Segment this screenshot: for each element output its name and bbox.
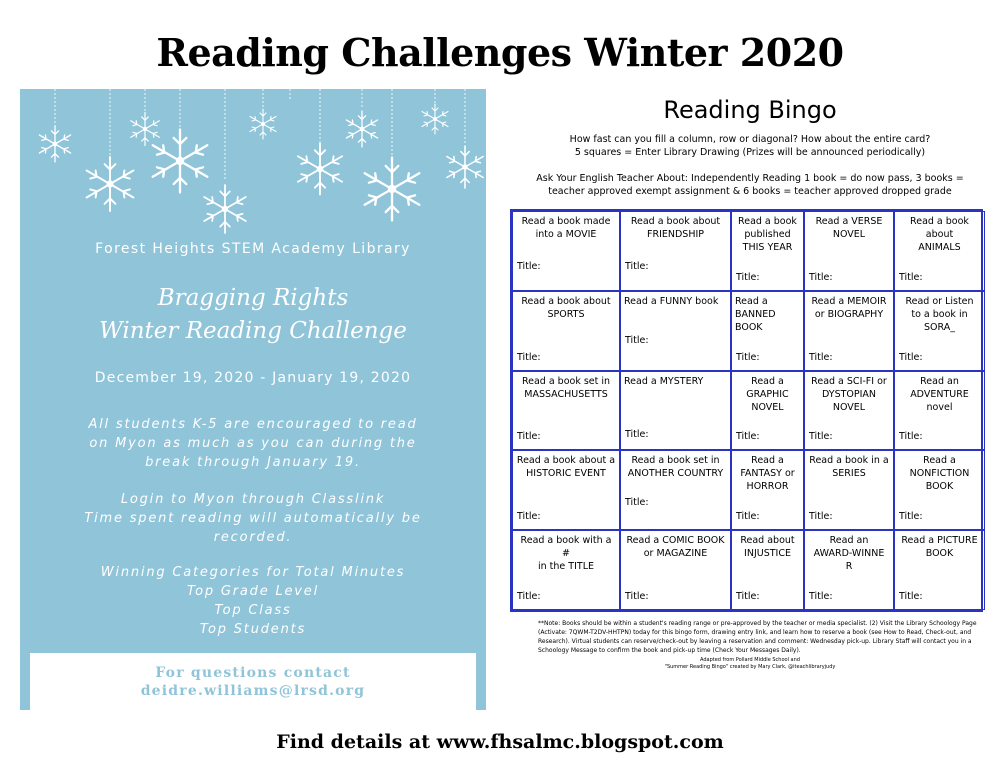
credit-line: Adapted from Pollard Middle School and	[700, 657, 800, 663]
bingo-cell	[894, 530, 985, 610]
bingo-cell	[894, 450, 985, 530]
bingo-cell	[731, 530, 804, 610]
bingo-cell-prompt: Read an AWARD-WINNE R	[813, 535, 885, 573]
bingo-cell	[804, 371, 894, 451]
bingo-cell-title-label: Title:	[899, 591, 923, 602]
bingo-cell	[620, 211, 731, 291]
bingo-cell	[804, 450, 894, 530]
bingo-cell-title-label: Title:	[736, 351, 760, 363]
adapted-credit	[510, 657, 990, 671]
bingo-cell	[804, 211, 894, 291]
bingo-cell	[731, 371, 804, 451]
credit-line: "Summer Reading Bingo" created by Mary Clark, @iteachlibraryjudy	[664, 664, 836, 670]
poster-text-line: Time spent reading will automatically be	[84, 511, 422, 526]
bingo-cell-prompt: Read a FUNNY book	[624, 295, 719, 307]
bingo-cell-prompt: Read a book about SPORTS	[521, 295, 611, 320]
bingo-cell-prompt: Read a PICTURE BOOK	[901, 535, 978, 560]
bingo-cell	[620, 371, 731, 451]
bingo-cell	[620, 530, 731, 610]
bingo-cell	[512, 450, 620, 530]
bingo-cell-title-label: Title:	[809, 271, 833, 283]
bingo-cell-title-label: Title:	[809, 511, 833, 523]
bingo-cell-prompt: Read a book set in MASSACHUSETTS	[521, 375, 611, 400]
bingo-cell	[894, 291, 985, 371]
poster-text-line: Top Students	[199, 622, 307, 637]
bingo-cell-prompt: Read a GRAPHIC NOVEL	[746, 375, 789, 413]
bingo-cell-prompt: Read a book about a HISTORIC EVENT	[516, 455, 616, 480]
bingo-cell-title-label: Title:	[625, 261, 649, 272]
bingo-cell	[731, 450, 804, 530]
bingo-cell-prompt: Read a book with a # in the TITLE	[520, 535, 612, 573]
login-instructions	[50, 490, 456, 547]
bingo-cell-title-label: Title:	[517, 261, 541, 272]
teacher-rewards-line: Ask Your English Teacher About: Independently Reading 1 book = do now pass, 3 books =	[536, 173, 964, 184]
winning-categories	[50, 563, 456, 639]
bingo-cell	[512, 371, 620, 451]
bingo-cell-title-label: Title:	[899, 351, 923, 363]
bingo-cell-title-label: Title:	[736, 511, 760, 523]
challenge-dates: December 19, 2020 - January 19, 2020	[94, 370, 412, 386]
bingo-cell-prompt: Read a SCI-FI or DYSTOPIAN NOVEL	[811, 375, 887, 413]
winter-reading-poster	[20, 89, 486, 710]
bingo-cell-title-label: Title:	[517, 351, 541, 363]
bingo-cell-prompt: Read or Listen to a book in SORA_	[905, 295, 974, 333]
bingo-cell-prompt: Read a book about FRIENDSHIP	[630, 216, 721, 240]
bingo-subtitle-line: How fast can you fill a column, row or diagonal? How about the entire card?	[569, 134, 931, 145]
bingo-cell	[804, 291, 894, 371]
bingo-cell	[512, 211, 620, 291]
myon-instructions	[50, 415, 456, 472]
bingo-grid	[510, 209, 983, 612]
bingo-cell-title-label: Title:	[736, 271, 760, 283]
page-title: Reading Challenges Winter 2020	[156, 30, 844, 75]
bingo-cell-prompt: Read about INJUSTICE	[740, 535, 795, 560]
bingo-note: **Note: Books should be within a student's reading range or pre-approved by the teacher or media specialist. (2) Visit the Library Schoology Page (Activate: 7QWM-T2DV-HHTPN) today for this bingo form, drawing entry link, and learn how to reserve a book (see How to Read, Check-out, and Research). Virtual students can reserve/check-out by leaving a reservation and comment: Wednesday pick-up. Library Staff will contact you in a Schoology Message to confirm the book and pick-up time (Check Your Messages Daily).	[538, 620, 977, 654]
bingo-cell	[894, 211, 985, 291]
heading-line: Winter Reading Challenge	[99, 318, 407, 344]
bingo-cell-title-label: Title:	[517, 591, 541, 602]
bingo-cell-title-label: Title:	[625, 334, 649, 346]
bingo-cell-title-label: Title:	[899, 271, 923, 283]
bingo-cell-prompt: Read a book in a SERIES	[809, 455, 889, 480]
teacher-rewards	[510, 172, 990, 198]
bingo-cell-prompt: Read a book made into a MOVIE	[521, 216, 611, 240]
heading-line: Bragging Rights	[157, 285, 349, 311]
footer-link-text: Find details at www.fhsalmc.blogspot.com	[276, 731, 724, 753]
contact-email[interactable]: deidre.williams@lrsd.org	[140, 683, 366, 699]
bingo-cell	[894, 371, 985, 451]
bingo-cell-title-label: Title:	[899, 431, 923, 443]
bingo-cell-title-label: Title:	[899, 511, 923, 523]
poster-text-line: All students K-5 are encouraged to read	[88, 417, 418, 432]
bingo-cell-title-label: Title:	[809, 351, 833, 363]
poster-text-line: recorded.	[213, 530, 293, 545]
poster-text-line: break through January 19.	[145, 455, 361, 470]
teacher-rewards-line: teacher approved exempt assignment & 6 books = teacher approved dropped grade	[548, 186, 952, 197]
bingo-cell-prompt: Read a book about ANIMALS	[910, 216, 969, 253]
bingo-cell-title-label: Title:	[517, 431, 541, 443]
bingo-cell	[804, 530, 894, 610]
poster-text-line: Winning Categories for Total Minutes	[100, 565, 406, 580]
bingo-cell-title-label: Title:	[625, 497, 649, 509]
bingo-cell-prompt: Read a book published THIS YEAR	[738, 216, 797, 253]
bingo-title: Reading Bingo	[663, 96, 837, 124]
bingo-subtitle-line: 5 squares = Enter Library Drawing (Prizes will be announced periodically)	[574, 147, 926, 158]
poster-text-line: on Myon as much as you can during the	[89, 436, 417, 451]
bingo-cell-title-label: Title:	[517, 511, 541, 523]
snowflake-decoration	[20, 89, 486, 309]
bingo-cell-prompt: Read a NONFICTION BOOK	[909, 455, 970, 493]
contact-label: For questions contact	[155, 665, 351, 681]
bingo-cell-prompt: Read a VERSE NOVEL	[815, 216, 883, 240]
bingo-cell-prompt: Read a MEMOIR or BIOGRAPHY	[811, 295, 887, 320]
bingo-cell	[731, 291, 804, 371]
poster-text-line: Login to Myon through Classlink	[120, 492, 386, 507]
bingo-cell	[512, 291, 620, 371]
bingo-cell-title-label: Title:	[809, 431, 833, 443]
poster-text-line: Top Grade Level	[187, 584, 319, 599]
bingo-cell	[512, 530, 620, 610]
bingo-cell-prompt: Read an ADVENTURE novel	[910, 375, 969, 413]
bingo-cell	[620, 450, 731, 530]
bingo-cell-prompt: Read a COMIC BOOK or MAGAZINE	[626, 535, 725, 560]
bingo-cell-title-label: Title:	[736, 431, 760, 443]
poster-text-line: Top Class	[214, 603, 292, 618]
school-name: Forest Heights STEM Academy Library	[95, 241, 411, 257]
bingo-cell-prompt: Read a BANNED BOOK	[735, 295, 776, 333]
bingo-cell-prompt: Read a MYSTERY	[624, 375, 704, 387]
bingo-subtitle	[510, 133, 990, 159]
bingo-cell-prompt: Read a book set in ANOTHER COUNTRY	[627, 455, 724, 480]
bingo-cell-title-label: Title:	[625, 591, 649, 602]
bingo-cell	[620, 291, 731, 371]
bingo-cell-prompt: Read a FANTASY or HORROR	[740, 455, 795, 493]
contact-box	[30, 653, 476, 710]
bingo-cell	[731, 211, 804, 291]
bingo-cell-title-label: Title:	[736, 591, 760, 602]
challenge-heading	[20, 282, 486, 348]
bingo-cell-title-label: Title:	[809, 591, 833, 602]
bingo-cell-title-label: Title:	[625, 428, 649, 440]
